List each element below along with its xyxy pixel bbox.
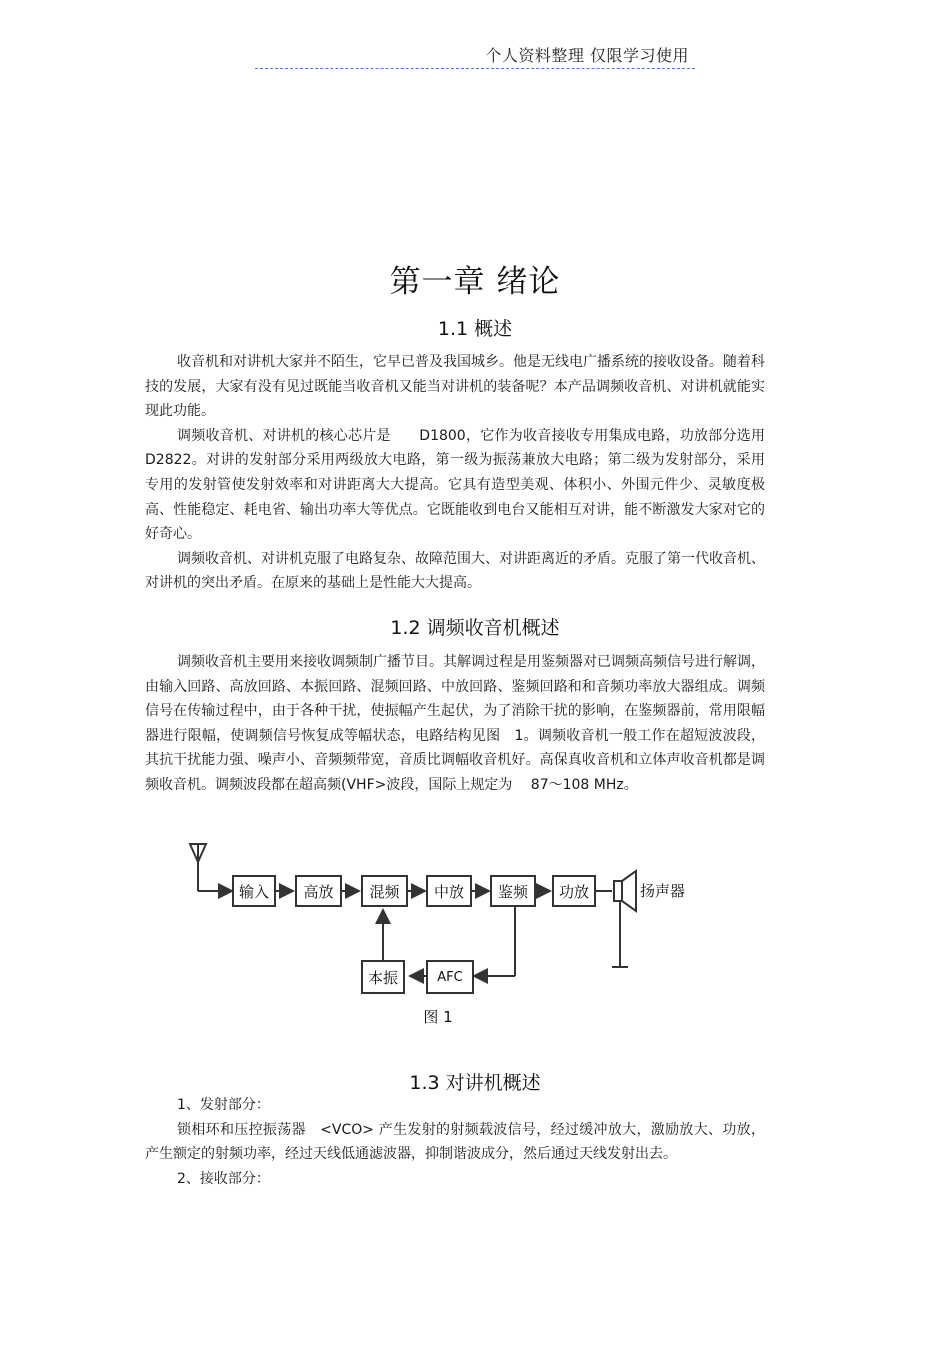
paragraph: 调频收音机主要用来接收调频制广播节目。其解调过程是用鉴频器对已调频高频信号进行解调，由输入回路、高放回路、本振回路、混频回路、中放回路、鉴频回路和和音频功率放大器组成。调频信号在传输过程中，由于各种干扰，使振幅产生起伏，为了消除干扰的影响，在鉴频器前，常用限幅器进行限幅，使调频信号恢复成等幅状态，电路结构见图 1。调频收音机一般工作在超短波波段，其抗干扰能力强、噪声小、音频频带宽，音质比调幅收音机好。高保真收音机和立体声收音机都是调频收音机。调频波段都在超高频(VHF>波段，国际上规定为 87～108 MHz。 (145, 654, 765, 793)
section-title-1-3: 1.3 对讲机概述 (409, 1072, 541, 1094)
block-discriminator: 鉴频 (490, 875, 536, 907)
paragraph: 收音机和对讲机大家并不陌生，它早已普及我国城乡。他是无线电广播系统的接收设备。随着科技的发展，大家有没有见过既能当收音机又能当对讲机的装备呢？本产品调频收音机、对讲机就能实现此功能。 (145, 354, 765, 420)
block-rf-amp: 高放 (295, 875, 342, 907)
paragraph: 2、接收部分： (177, 1170, 270, 1187)
section-1-1-body (145, 350, 765, 596)
block-afc: AFC (426, 960, 474, 994)
speaker-label: 扬声器 (640, 882, 686, 900)
paragraph: 锁相环和压控振荡器 <VCO> 产生发射的射频载波信号，经过缓冲放大，激励放大、功放，产生额定的射频功率，经过天线低通滤波器，抑制谐波成分，然后通过天线发射出去。 (145, 1121, 765, 1163)
header-text: 个人资料整理 仅限学习使用 (485, 46, 689, 65)
section-title-1-1: 1.1 概述 (437, 318, 513, 340)
block-diagram (180, 836, 700, 1006)
page-header (255, 42, 695, 69)
section-1-3-body (145, 1093, 765, 1191)
section-1-2-body (145, 650, 765, 798)
section-title-1-2: 1.2 调频收音机概述 (390, 617, 560, 639)
block-input: 输入 (232, 875, 276, 907)
chapter-title: 第一章 绪论 (389, 264, 561, 300)
paragraph: 调频收音机、对讲机克服了电路复杂、故障范围大、对讲距离近的矛盾。克服了第一代收音机、对讲机的突出矛盾。在原来的基础上是性能大大提高。 (145, 550, 765, 592)
paragraph: 调频收音机、对讲机的核心芯片是 D1800，它作为收音接收专用集成电路，功放部分选用 D2822。对讲的发射部分采用两级放大电路，第一级为振荡兼放大电路；第二级为发射部分，采用专用的发射管使发射效率和对讲距离大大提高。它具有造型美观、体积小、外围元件少、灵敏度极高、性能稳定、耗电省、输出功率大等优点。它既能收到电台又能相互对讲，能不断激发大家对它的好奇心。 (145, 427, 765, 543)
block-audio-amp: 功放 (552, 875, 596, 907)
block-if-amp: 中放 (426, 875, 472, 907)
figure-caption: 图 1 (423, 1008, 453, 1026)
block-mixer: 混频 (361, 875, 408, 907)
paragraph: 1、发射部分： (177, 1097, 270, 1113)
block-local-oscillator: 本振 (361, 960, 405, 994)
